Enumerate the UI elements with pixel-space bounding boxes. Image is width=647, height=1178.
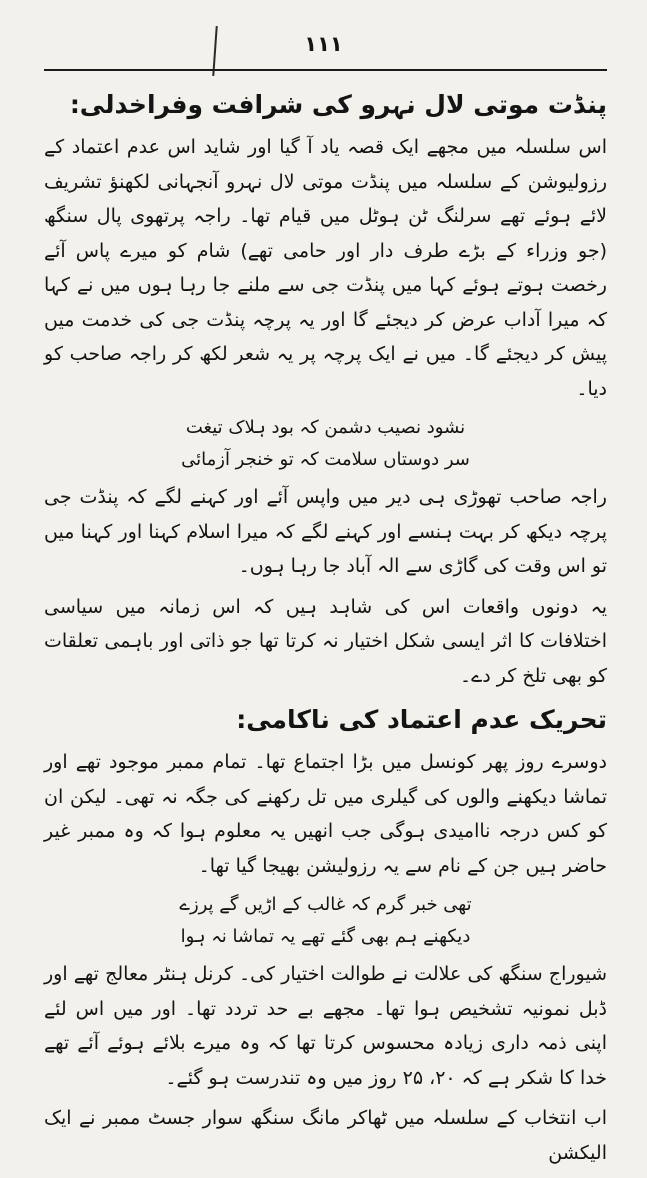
paragraph: اس سلسلہ میں مجھے ایک قصہ یاد آ گیا اور شاید اس عدم اعتماد کے رزولیوشن کے سلسلہ میں پنڈت موتی لال نہرو آنجہانی لکھنؤ تشریف لائے ہوئے تھے سرلنگ ٹن ہوٹل میں قیام تھا۔ راجہ پرتھوی پال سنگھ (جو وزراء کے بڑے طرف دار اور حامی تھے) شام کو میرے پاس آئے رخصت ہوتے ہوئے کہا میں پنڈت جی سے ملنے جا رہا ہوں میں نے کہا کہ میرا آداب عرض کر دیجئے گا اور یہ پرچہ پنڈت جی کی خدمت میں پیش کر دیجئے گا۔ میں نے ایک پرچہ پر یہ شعر لکھ کر راجہ صاحب کو دیا۔ — [44, 136, 607, 400]
persian-couplet — [44, 412, 607, 476]
verse-line: تھی خبر گرم کہ غالب کے اڑیں گے پرزے — [179, 894, 472, 915]
page-body — [44, 84, 607, 1178]
section-heading-nehru: پنڈت موتی لال نہرو کی شرافت وفراخدلی: — [69, 90, 607, 119]
paragraph: دوسرے روز پھر کونسل میں بڑا اجتماع تھا۔ تمام ممبر موجود تھے اور تماشا دیکھنے والوں کی گیلری میں تل رکھنے کی جگہ نہ تھی۔ لیکن ان کو کس درجہ ناامیدی ہوگی جب انھیں یہ معلوم ہوا کہ وہ ممبر غیر حاضر ہیں جن کے نام سے یہ رزولیشن بھیجا گیا تھا۔ — [44, 751, 607, 877]
header-rule — [44, 69, 607, 71]
section-heading-no-confidence: تحریک عدم اعتماد کی ناکامی: — [236, 705, 607, 734]
verse-line: نشود نصیب دشمن کہ بود ہلاک تیغت — [185, 417, 466, 438]
paragraph: راجہ صاحب تھوڑی ہی دیر میں واپس آئے اور کہنے لگے کہ پنڈت جی پرچہ دیکھ کر بہت ہنسے اور کہنے لگے کہ میرا اسلام کہنا اور کہنا میں تو اس وقت کی گاڑی سے الہ آباد جا رہا ہوں۔ — [44, 486, 607, 577]
verse-line: دیکھنے ہم بھی گئے تھے یہ تماشا نہ ہوا — [180, 926, 471, 947]
paragraph: اب انتخاب کے سلسلہ میں ٹھاکر مانگ سنگھ سوار جسٹ ممبر نے ایک الیکشن — [44, 1107, 607, 1164]
page-number: ۱۱۱ — [304, 32, 343, 56]
ghalib-couplet — [44, 889, 607, 953]
paragraph: شیوراج سنگھ کی علالت نے طوالت اختیار کی۔ کرنل ہنٹر معالج تھے اور ڈبل نمونیہ تشخیص ہوا تھا۔ مجھے بے حد تردد تھا۔ اور میں اس لئے اپنی ذمہ داری زیادہ محسوس کرتا تھا کہ وہ میرے بلائے ہوئے آئے تھے خدا کا شکر ہے کہ ۲۰، ۲۵ روز میں وہ تندرست ہو گئے۔ — [44, 963, 607, 1089]
verse-line: سر دوستاں سلامت کہ تو خنجر آزمائی — [181, 449, 470, 470]
paragraph: یہ دونوں واقعات اس کی شاہد ہیں کہ اس زمانہ میں سیاسی اختلافات کا اثر ایسی شکل اختیار نہ کرتا تھا جو ذاتی اور باہمی تعلقات کو بھی تلخ کر دے۔ — [44, 595, 607, 687]
